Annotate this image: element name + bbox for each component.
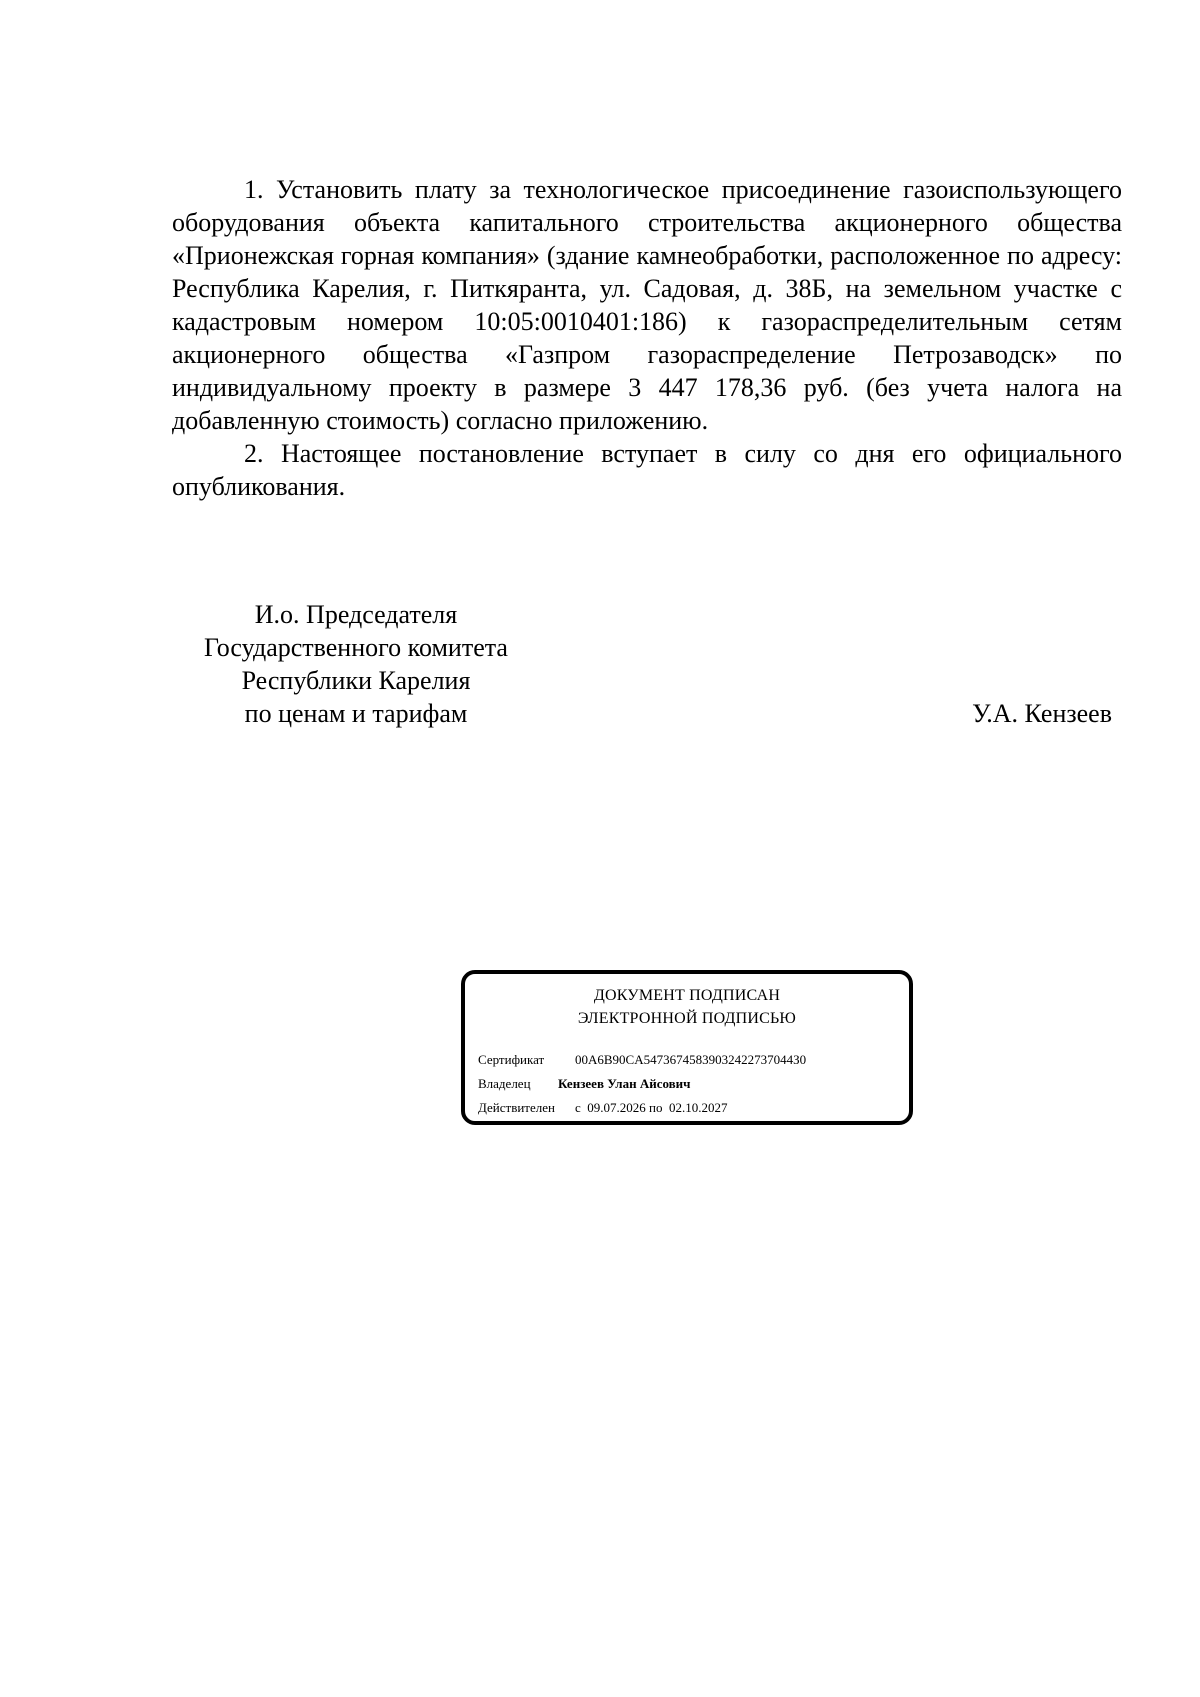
owner-row [478, 1075, 691, 1093]
signatory-line-2: Государственного комитета [204, 633, 508, 662]
certificate-row [478, 1051, 806, 1069]
paragraph-2: 2. Настоящее постановление вступает в силу со дня его официального опубликования. [172, 439, 1122, 501]
stamp-title [465, 984, 909, 1030]
valid-to: 02.10.2027 [669, 1100, 728, 1115]
paragraph-1: 1. Установить плату за технологическое присоединение газоиспользующего оборудования объекта капитального строительства акционерного общества «Прионежская горная компания» (здание камнеобработки, расположенное по адресу: Республика Карелия, г. Питкяранта, ул. Садовая, д. 38Б, на земельном участке с кадастровым номером 10:05:0010401:186) к газораспределительным сетям акционерного общества «Газпром газораспределение Петрозаводск» по индивидуальному проекту в размере 3 447 178,36 руб. (без учета налога на добавленную стоимость) согласно приложению. [172, 175, 1122, 435]
valid-from-label: с [575, 1100, 581, 1115]
stamp-title-line-2: ЭЛЕКТРОННОЙ ПОДПИСЬЮ [577, 1010, 797, 1027]
owner-value: Кензеев Улан Айсович [558, 1076, 691, 1091]
stamp-title-line-1: ДОКУМЕНТ ПОДПИСАН [593, 987, 781, 1004]
signatory-line-3: Республики Карелия [241, 666, 471, 695]
document-body [172, 173, 1122, 503]
signatory-title [176, 598, 536, 730]
electronic-signature-stamp [461, 970, 913, 1125]
valid-label: Действителен [478, 1100, 555, 1115]
valid-to-label: по [649, 1100, 663, 1115]
owner-label: Владелец [478, 1076, 531, 1091]
validity-row [478, 1099, 728, 1117]
valid-from: 09.07.2026 [587, 1100, 646, 1115]
signatory-line-4: по ценам и тарифам [244, 699, 468, 728]
certificate-value: 00A6B90CA54736745839032422737044З0 [575, 1052, 807, 1067]
certificate-label: Сертификат [478, 1052, 545, 1067]
signer-name: У.А. Кензеев [972, 699, 1112, 728]
signatory-line-1: И.о. Председателя [254, 600, 458, 629]
